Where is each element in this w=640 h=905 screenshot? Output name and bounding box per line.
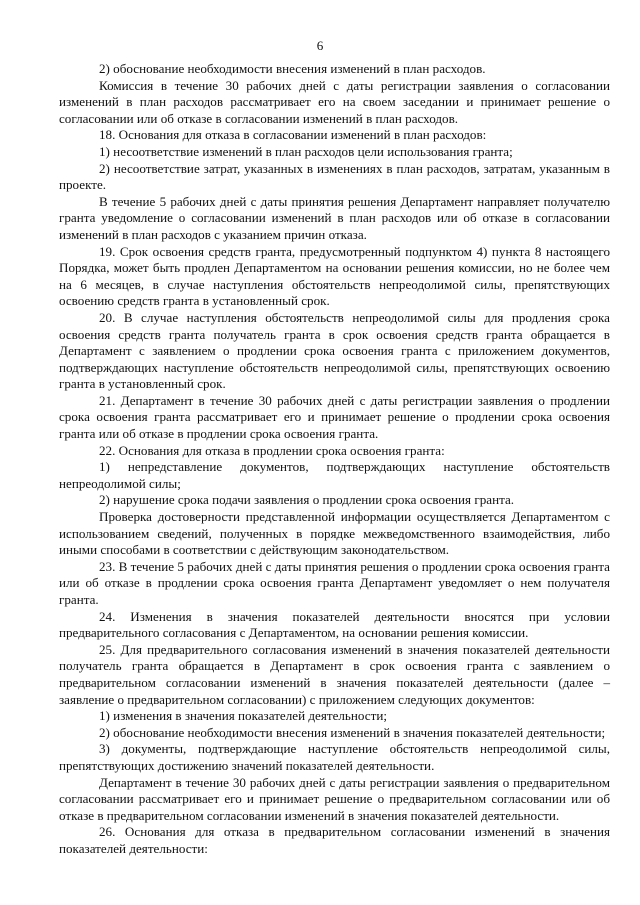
paragraph-verification: Проверка достоверности представленной информации осуществляется Департаментом с использованием сведений, полученных в порядке межведомственного взаимодействия, либо иными способами в соответствии с действующим законодательством. <box>59 509 610 558</box>
paragraph-item-2-justification: 2) обоснование необходимости внесения изменений в план расходов. <box>99 61 486 76</box>
paragraph-25-item-3: 3) документы, подтверждающие наступление обстоятельств непреодолимой силы, препятствующих достижению значений показателей деятельности. <box>59 741 610 773</box>
paragraph-24: 24. Изменения в значения показателей деятельности вносятся при условии предварительного согласования с Департаментом, на основании решения комиссии. <box>59 608 610 641</box>
paragraph-19: 19. Срок освоения средств гранта, предусмотренный подпунктом 4) пункта 8 настоящего Порядка, может быть продлен Департаментом на основании решения комиссии, но не более чем на 6 месяцев, в случае наступления обстоятельств непреодолимой силы, препятствующих освоению средств гранта в установленный срок. <box>59 243 610 309</box>
paragraph-18-item-2: 2) несоответствие затрат, указанных в изменениях в план расходов, затратам, указанным в проекте. <box>59 160 610 193</box>
paragraph-22-item-1: 1) непредставление документов, подтверждающих наступление обстоятельств непреодолимой силы; <box>59 459 610 491</box>
paragraph-22-item-2: 2) нарушение срока подачи заявления о продлении срока освоения гранта. <box>99 492 515 508</box>
paragraph-25-item-2: 2) обоснование необходимости внесения изменений в значения показателей деятельности; <box>99 724 606 740</box>
paragraph-18-heading: 18. Основания для отказа в согласовании изменений в план расходов: <box>99 127 487 143</box>
paragraph-22-heading: 22. Основания для отказа в продлении срока освоения гранта: <box>99 442 445 458</box>
document-body <box>59 61 610 858</box>
paragraph-preliminary-review: Департамент в течение 30 рабочих дней с даты регистрации заявления о предварительном согласовании рассматривает его и принимает решение о предварительном согласовании или об отказе в предварительном согласовании изменений в значения показателей деятельности. <box>59 774 610 823</box>
paragraph-18-item-1: 1) несоответствие изменений в план расходов цели использования гранта; <box>99 143 513 159</box>
page-number: 6 <box>316 38 324 53</box>
paragraph-25-item-1: 1) изменения в значения показателей деятельности; <box>99 708 387 724</box>
paragraph-26-heading: 26. Основания для отказа в предварительном согласовании изменений в значения показателей деятельности: <box>59 824 610 856</box>
paragraph-23: 23. В течение 5 рабочих дней с даты принятия решения о продлении срока освоения гранта или об отказе в продлении срока освоения гранта Департамент уведомляет о нем получателя гранта. <box>59 558 610 607</box>
paragraph-commission-review: Комиссия в течение 30 рабочих дней с даты регистрации заявления о согласовании изменений в план расходов рассматривает его на своем заседании и принимает решение о согласовании или об отказе в согласовании изменений в план расходов. <box>59 77 610 126</box>
paragraph-20: 20. В случае наступления обстоятельств непреодолимой силы для продления срока освоения средств гранта получатель гранта в срок освоения средств гранта обращается в Департамент с заявлением о продлении срока освоения гранта с приложением документов, подтверждающих наступление обстоятельств непреодолимой силы, препятствующих освоению гранта в установленный срок. <box>59 309 610 392</box>
paragraph-21: 21. Департамент в течение 30 рабочих дней с даты регистрации заявления о продлении срока освоения гранта рассматривает его и принимает решение о продлении срока освоения гранта или об отказе в продлении срока освоения гранта. <box>59 392 610 442</box>
paragraph-25: 25. Для предварительного согласования изменений в значения показателей деятельности получатель гранта обращается в Департамент в срок освоения гранта с заявлением о предварительном согласовании изменений в значения показателей деятельности (далее – заявление о предварительном согласовании) с приложением следующих документов: <box>59 641 610 707</box>
paragraph-notification: В течение 5 рабочих дней с даты принятия решения Департамент направляет получателю гранта уведомление о согласовании изменений в план расходов или об отказе в согласовании изменений в план расходов с указанием причин отказа. <box>59 193 610 242</box>
